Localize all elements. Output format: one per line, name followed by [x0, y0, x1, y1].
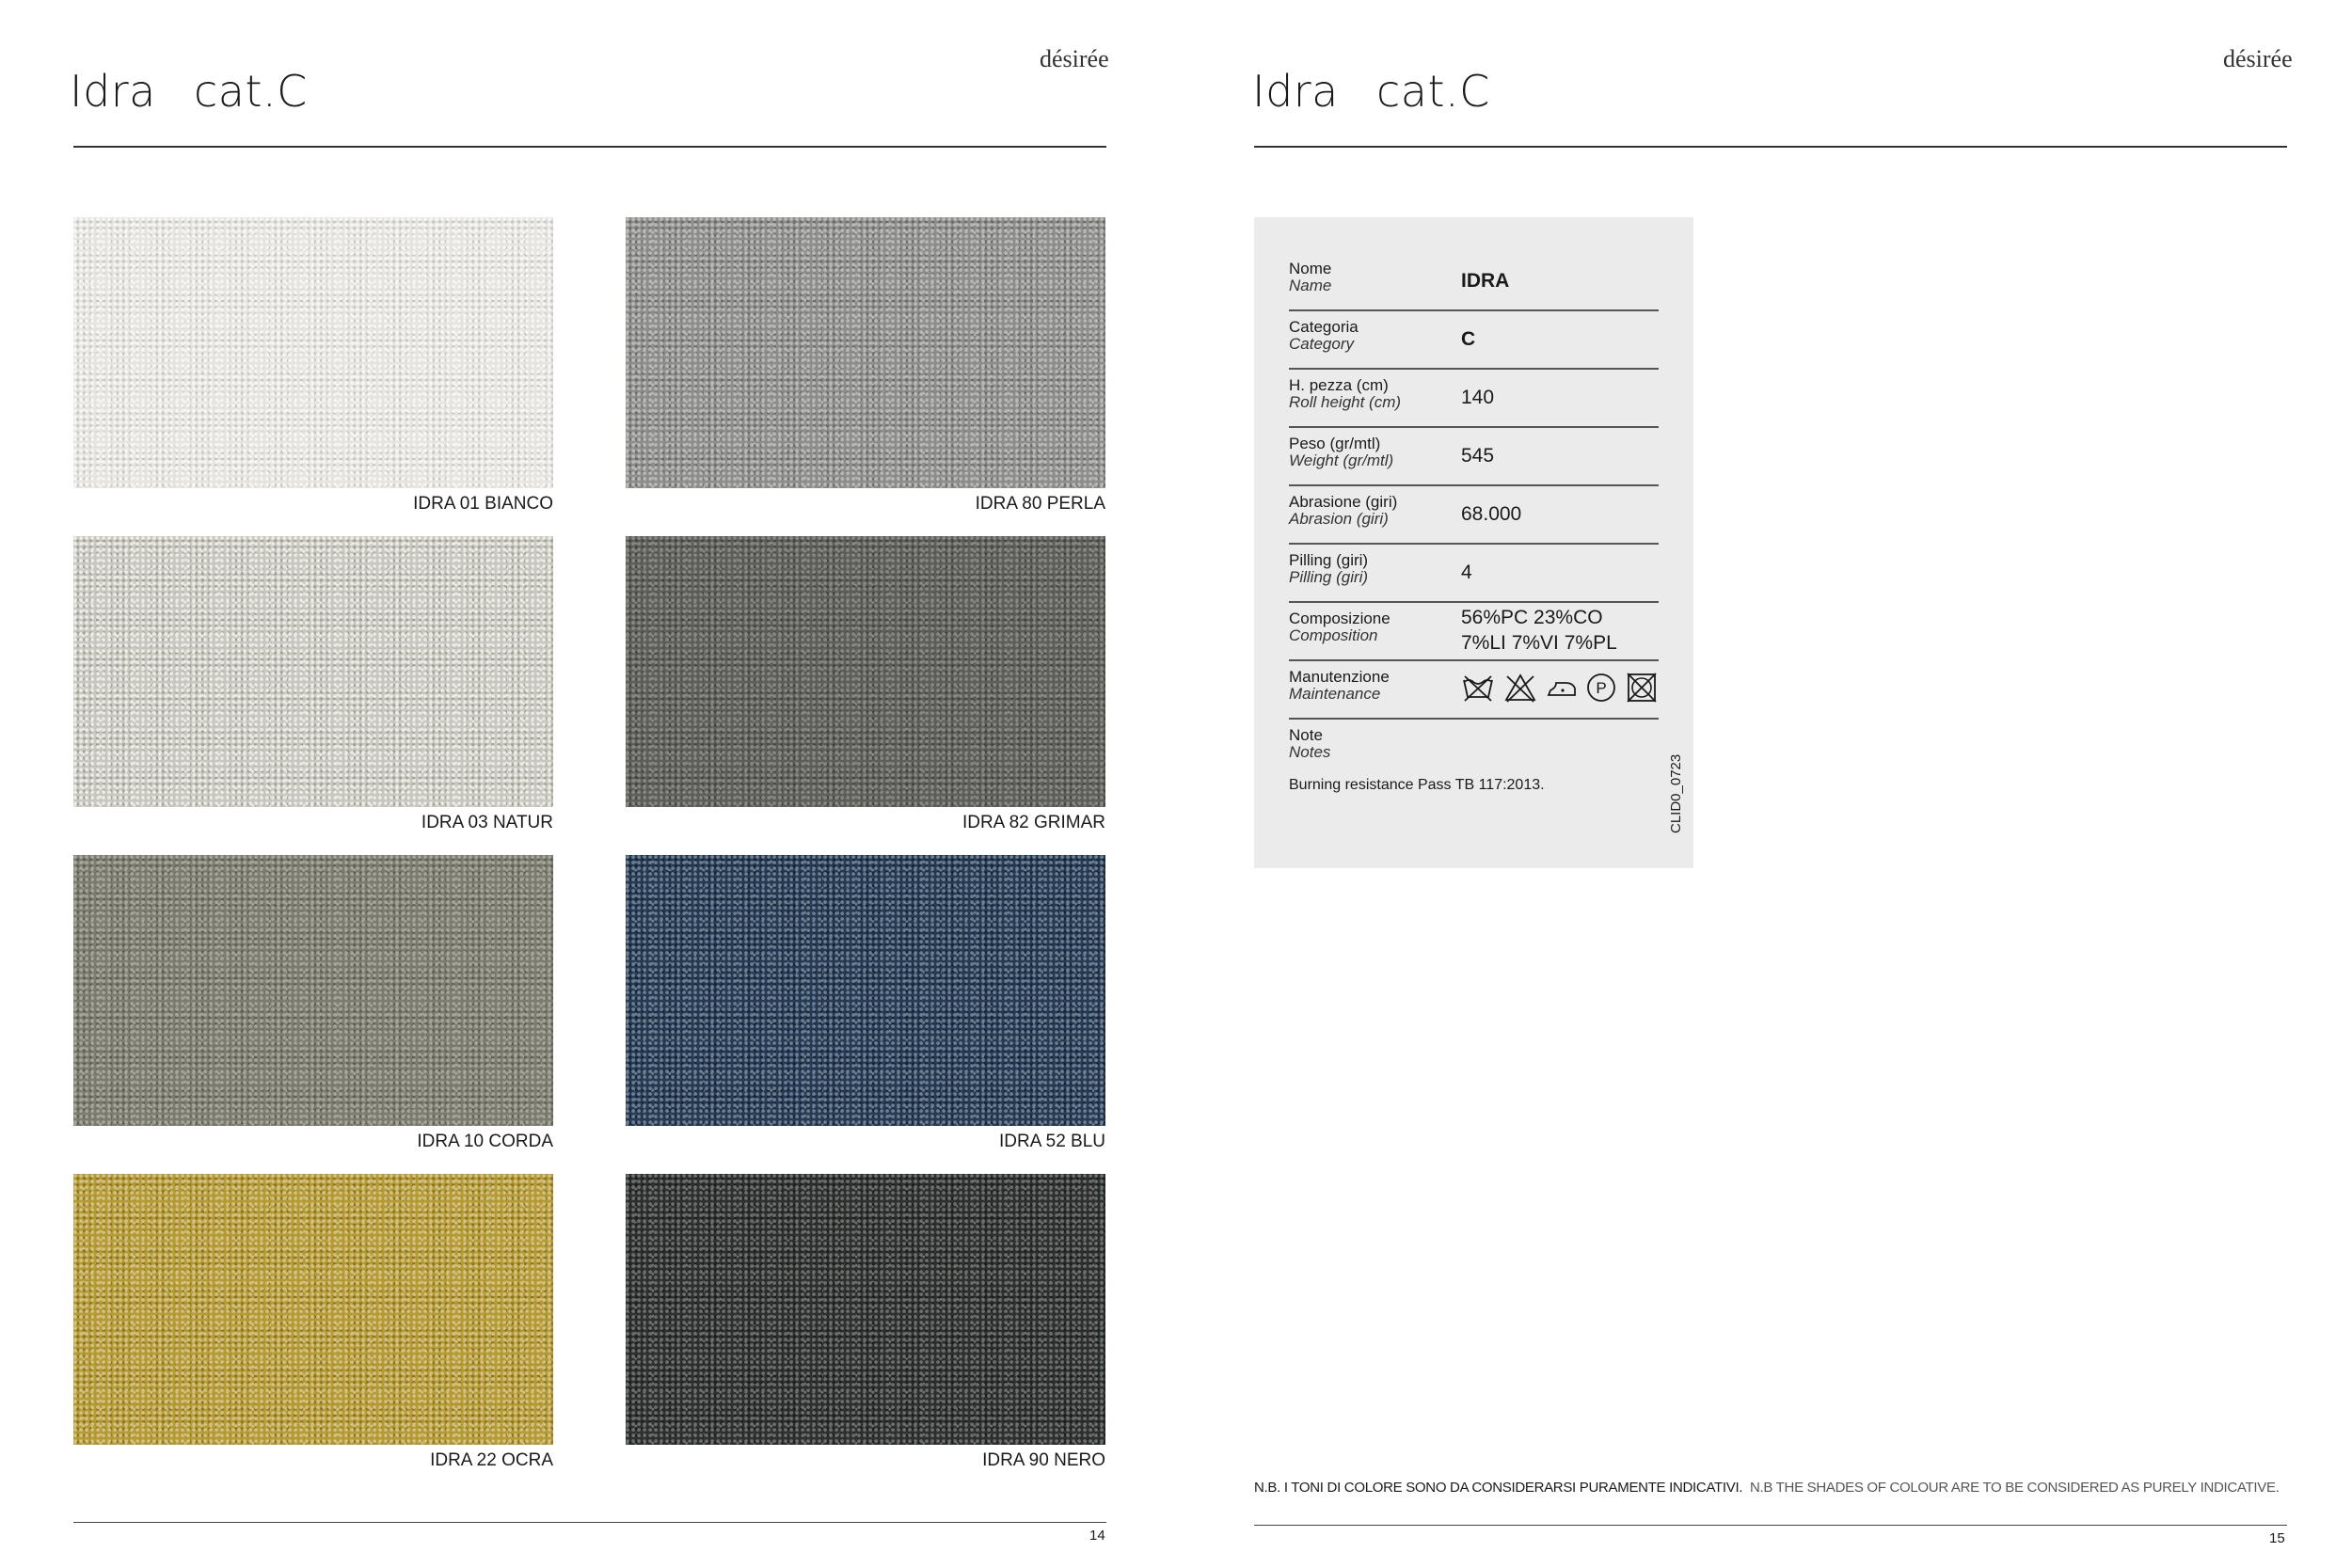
right-page-number: 15	[2269, 1530, 2285, 1546]
spec-value: 68.000	[1461, 503, 1522, 525]
fabric-swatch	[626, 217, 1105, 488]
spec-label-en: Roll height (cm)	[1289, 393, 1402, 411]
swatch-label: IDRA 52 BLU	[999, 1132, 1105, 1151]
right-page-title: Idra	[1252, 66, 1339, 117]
product-code: CLID0_0723	[1668, 753, 1684, 833]
iron-low-icon	[1545, 671, 1579, 705]
spec-label-it: Categoria	[1289, 318, 1359, 336]
no-bleach-icon	[1503, 671, 1537, 705]
left-footer-rule	[73, 1522, 1106, 1523]
no-wash-icon	[1461, 671, 1495, 705]
spec-label-en: Maintenance	[1289, 685, 1381, 703]
dry-clean-p-icon	[1584, 671, 1618, 705]
spec-label-en: Abrasion (giri)	[1289, 510, 1389, 528]
notes-label-it: Note	[1289, 726, 1323, 744]
fabric-swatch	[73, 536, 553, 807]
spec-label-en: Category	[1289, 335, 1354, 353]
right-brand-logo: désirée	[2223, 45, 2293, 72]
spec-value: 545	[1461, 445, 1495, 467]
spec-row-maintenance	[1289, 661, 1659, 720]
spec-label-en: Composition	[1289, 626, 1378, 644]
spec-label-it: H. pezza (cm)	[1289, 376, 1389, 394]
fabric-swatch	[73, 217, 553, 488]
color-disclaimer	[1254, 1480, 2280, 1496]
spec-label-it: Composizione	[1289, 610, 1391, 627]
fabric-swatch	[626, 1174, 1105, 1445]
left-page-category: cat.C	[194, 66, 308, 117]
swatch-label: IDRA 80 PERLA	[975, 494, 1105, 514]
right-page-category: cat.C	[1376, 66, 1490, 117]
disclaimer-en: N.B THE SHADES OF COLOUR ARE TO BE CONSIDERED AS PURELY INDICATIVE.	[1749, 1480, 2280, 1496]
notes-text: Burning resistance Pass TB 117:2013.	[1289, 777, 1545, 793]
spec-value: IDRA	[1461, 270, 1510, 292]
spec-row-abrasion	[1289, 486, 1659, 545]
spec-label-en: Weight (gr/mtl)	[1289, 451, 1394, 469]
spec-label-en: Pilling (giri)	[1289, 568, 1369, 586]
spec-row-composition	[1289, 603, 1659, 661]
spec-row-roll-height	[1289, 370, 1659, 428]
spec-value: 4	[1461, 562, 1472, 583]
svg-text:P: P	[1596, 679, 1607, 697]
spec-label-en: Name	[1289, 277, 1332, 294]
spec-divider	[1289, 718, 1659, 720]
spec-panel	[1254, 217, 1693, 868]
spec-label-it: Pilling (giri)	[1289, 551, 1369, 569]
spec-value-line1: 56%PC 23%CO	[1461, 607, 1603, 628]
spec-label-it: Nome	[1289, 260, 1332, 277]
right-footer-rule	[1254, 1525, 2287, 1526]
notes-label-en: Notes	[1289, 743, 1331, 761]
spec-label-it: Abrasione (giri)	[1289, 493, 1398, 511]
fabric-swatch	[626, 855, 1105, 1126]
swatch-label: IDRA 01 BIANCO	[413, 494, 553, 514]
no-tumble-dry-icon	[1625, 671, 1659, 705]
spec-label-it: Manutenzione	[1289, 668, 1390, 686]
spec-value-line2: 7%LI 7%VI 7%PL	[1461, 632, 1617, 654]
fabric-swatch	[73, 855, 553, 1126]
fabric-swatch	[626, 536, 1105, 807]
swatch-label: IDRA 03 NATUR	[421, 813, 553, 832]
left-page-number: 14	[1089, 1528, 1105, 1544]
fabric-swatch	[73, 1174, 553, 1445]
left-header-rule	[73, 146, 1106, 148]
spec-value: 140	[1461, 387, 1495, 408]
right-header-rule	[1254, 146, 2287, 148]
spec-row-pilling	[1289, 545, 1659, 603]
swatch-label: IDRA 22 OCRA	[430, 1450, 553, 1470]
spec-row-name	[1289, 253, 1659, 311]
swatch-label: IDRA 90 NERO	[982, 1450, 1105, 1470]
left-page-title: Idra	[70, 66, 156, 117]
spec-label-it: Peso (gr/mtl)	[1289, 435, 1381, 452]
disclaimer-it: N.B. I TONI DI COLORE SONO DA CONSIDERARSI PURAMENTE INDICATIVI.	[1254, 1480, 1743, 1496]
spec-row-weight	[1289, 428, 1659, 486]
left-brand-logo: désirée	[1040, 45, 1109, 72]
spec-value: C	[1461, 328, 1476, 350]
swatch-label: IDRA 82 GRIMAR	[961, 813, 1105, 832]
swatch-label: IDRA 10 CORDA	[417, 1132, 553, 1151]
spec-row-category	[1289, 311, 1659, 370]
